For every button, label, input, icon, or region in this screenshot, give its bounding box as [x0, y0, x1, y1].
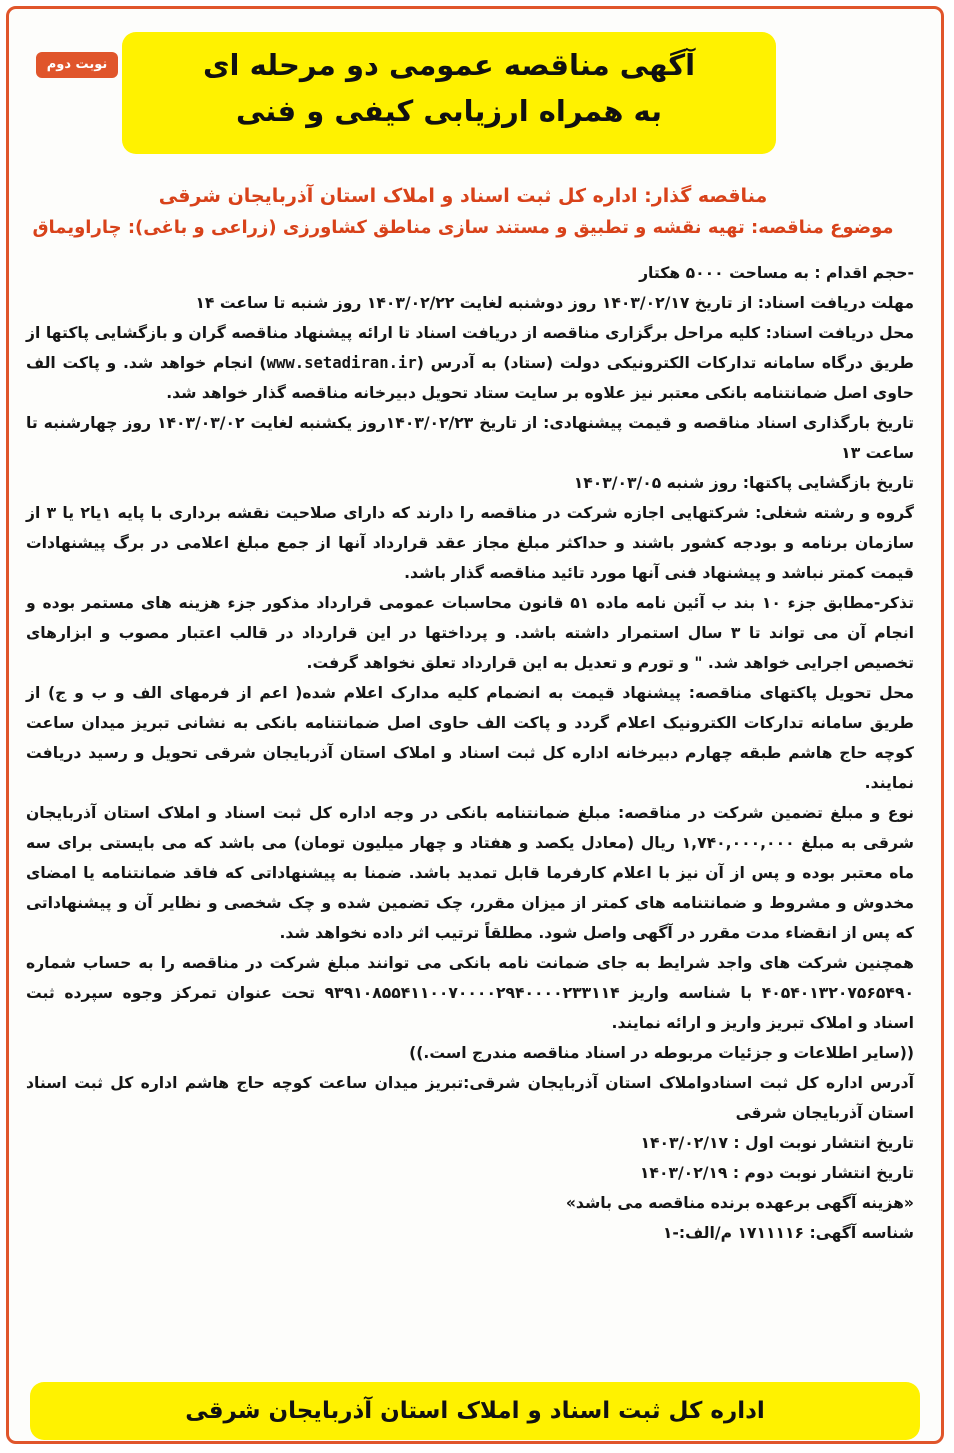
note-paragraph: تذکر-مطابق جزء ۱۰ بند ب آئین نامه ماده ۵۱ قانون محاسبات عمومی قرارداد مذکور جزء هزینه های مستمر بوده و انجام آن می تواند تا ۳ سال استمرار داشته باشد. و پرداختها در این قرارداد در قالب اعتبار مصوب و ابزارهای تخصیص اجرایی خواهد شد. " و تورم و تعدیل به این قرارداد تعلق نخواهد گرفت.: [26, 594, 914, 672]
delivery-paragraph: محل تحویل پاکتهای مناقصه: پیشنهاد قیمت به انضمام کلیه مدارک اعلام شده( اعم از فرمهای الف و ب و ج) از طریق سامانه تدارکات الکترونیک اعلام گردد و پاکت الف حاوی اصل ضمانتنامه بانکی به نشانی تبریز میدان ساعت کوچه حاج هاشم طبقه چهارم دبیرخانه اداره کل ثبت اسناد و املاک استان آذربایجان شرقی تحویل و رسید دریافت نمایند.: [26, 684, 914, 792]
upload-date-paragraph: تاریخ بارگذاری اسناد مناقصه و قیمت پیشنهادی: از تاریخ ۱۴۰۳/۰۲/۲۳روز یکشنبه لغایت ۱۴۰۳/۰۳/۰۲ روز چهارشنبه تا ساعت ۱۳: [26, 414, 914, 462]
deposit-paragraph: همچنین شرکت های واجد شرایط به جای ضمانت نامه بانکی می توانند مبلغ شرکت در مناقصه را به حساب شماره ۴۰۵۴۰۱۳۲۰۷۵۶۵۴۹۰ با شناسه واریز ۹۳۹۱۰۸۵۵۴۱۱۰۰۷۰۰۰۰۲۹۴۰۰۰۰۲۳۳۱۱۴ تحت عنوان تمرکز وجوه سپرده ثبت اسناد و املاک تبریز واریز و ارائه نمایند.: [26, 954, 914, 1032]
title-line-2: به همراه ارزیابی کیفی و فنی: [235, 94, 663, 128]
cost-paragraph: «هزینه آگهی برعهده برنده مناقصه می باشد»: [565, 1194, 914, 1212]
title-box: [122, 32, 776, 154]
subject-line: موضوع مناقصه: تهیه نقشه و تطبیق و مستند سازی مناطق کشاورزی (زراعی و باغی): چاراویماق: [32, 217, 894, 238]
doc-place-text-a: محل دریافت اسناد: کلیه مراحل برگزاری مناقصه از دریافت اسناد تا ارائه پیشنهاد مناقصه گران و بازگشایی پاکتها از طریق درگاه سامانه تدارکات الکترونیکی دولت (ستاد) به آدرس (: [26, 324, 914, 372]
tenderer-line: مناقصه گذار: اداره کل ثبت اسناد و املاک استان آذربایجان شرقی: [158, 185, 768, 207]
address-paragraph: آدرس اداره کل ثبت اسنادواملاک استان آذربایجان شرقی:تبریز میدان ساعت کوچه حاج هاشم اداره کل ثبت اسناد استان آذربایجان شرقی: [26, 1074, 914, 1122]
pub-first-paragraph: تاریخ انتشار نوبت اول : ۱۴۰۳/۰۲/۱۷: [640, 1134, 914, 1152]
doc-place-paragraph: [26, 318, 914, 408]
pub-second-paragraph: تاریخ انتشار نوبت دوم : ۱۴۰۳/۰۲/۱۹: [639, 1164, 914, 1182]
guarantee-paragraph: نوع و مبلغ تضمین شرکت در مناقصه: مبلغ ضمانتنامه بانکی در وجه اداره کل ثبت اسناد و املاک استان آذربایجان شرقی به مبلغ ۱,۷۴۰,۰۰۰,۰۰۰ ریال (معادل یکصد و هفتاد و چهار میلیون تومان) می باشد که می بایستی برای سه ماه معتبر بوده و پس از آن نیز با اعلام کارفرما قابل تمدید باشد. ضمنا به پیشنهاداتی که فاقد ضمانتنامه یا امضای مخدوش و مشروط و ضمانتنامه های کمتر از میزان مقرر، چک تضمین شده و چک شخصی و نظایر آن و پیشنهاداتی که پس از انقضاء مدت مقرر در آگهی واصل شود. مطلقاً ترتیب اثر داده نخواهد شد.: [26, 804, 914, 942]
ad-body: [26, 258, 914, 1248]
title-line-1: آگهی مناقصه عمومی دو مرحله ای: [202, 48, 696, 82]
more-info-paragraph: ((سایر اطلاعات و جزئیات مربوطه در اسناد مناقصه مندرج است.)): [409, 1044, 914, 1062]
volume-paragraph: -حجم اقدام : به مساحت ۵۰۰۰ هکتار: [639, 264, 914, 282]
opening-date-paragraph: تاریخ بازگشایی پاکتها: روز شنبه ۱۴۰۳/۰۳/۰۵: [573, 474, 914, 492]
ad-id-paragraph: شناسه آگهی: ۱۷۱۱۱۱۶ م/الف:-۱: [662, 1224, 914, 1242]
doc-deadline-paragraph: مهلت دریافت اسناد: از تاریخ ۱۴۰۳/۰۲/۱۷ روز دوشنبه لغایت ۱۴۰۳/۰۲/۲۲ روز شنبه تا ساعت ۱۴: [195, 294, 914, 312]
doc-place-text-b: ) انجام خواهد شد. و پاکت الف حاوی اصل ضمانتنامه بانکی معتبر نیز علاوه بر سایت ستاد تحویل دبیرخانه مناقصه گذار خواهد شد.: [26, 354, 914, 402]
ad-header: [20, 180, 906, 244]
setadiran-link[interactable]: www.setadiran.ir: [266, 354, 417, 372]
edition-badge: نوبت دوم: [36, 52, 118, 78]
group-paragraph: گروه و رشته شغلی: شرکتهایی اجازه شرکت در مناقصه را دارند که دارای صلاحیت نقشه برداری با پایه ۱یا۲ یا ۳ از سازمان برنامه و بودجه کشور باشند و حداکثر مبلغ مجاز عقد قرارداد آنها از جمع مبلغ اعلامی در برگ پیشنهادات قیمت کمتر نباشد و پیشنهاد فنی آنها مورد تائید مناقصه گذار باشد.: [26, 504, 914, 582]
footer-banner: اداره کل ثبت اسناد و املاک استان آذربایجان شرقی: [30, 1382, 920, 1440]
